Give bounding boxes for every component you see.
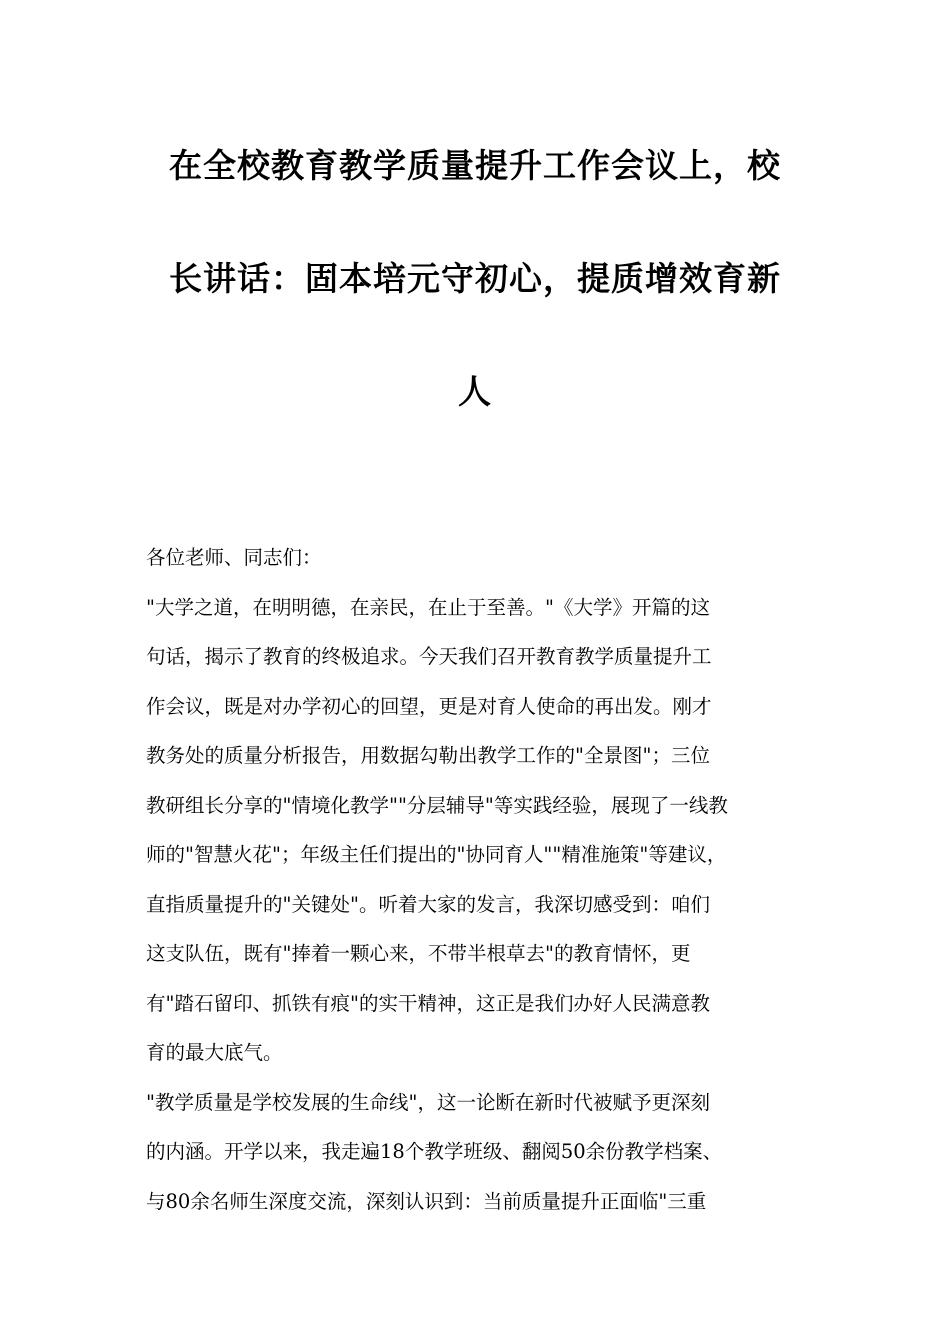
document-body [146, 533, 816, 1226]
paragraph-line: 的内涵。开学以来，我走遍18个教学班级、翻阅50余份教学档案、 [146, 1140, 723, 1163]
document-title [145, 146, 805, 485]
paragraph-line: 这支队伍，既有"捧着一颗心来，不带半根草去"的教育情怀，更 [146, 942, 691, 965]
paragraph-line: "大学之道，在明明德，在亲民，在止于至善。"《大学》开篇的这 [146, 595, 710, 619]
paragraph-line: "教学质量是学校发展的生命线"，这一论断在新时代被赋予更深刻 [146, 1090, 710, 1114]
title-line-1: 在全校教育教学质量提升工作会议上，校 [169, 146, 781, 185]
paragraph-line: 直指质量提升的"关键处"。听着大家的发言，我深切感受到：咱们 [146, 892, 710, 916]
title-line-3: 人 [458, 372, 492, 411]
paragraph-line: 育的最大底气。 [146, 1041, 283, 1064]
salutation-line: 各位老师、同志们： [146, 546, 322, 569]
title-line-2: 长讲话：固本培元守初心，提质增效育新 [169, 259, 781, 298]
paragraph-line: 有"踏石留印、抓铁有痕"的实干精神，这正是我们办好人民满意教 [146, 991, 710, 1015]
paragraph-line: 师的"智慧火花"；年级主任们提出的"协同育人""精准施策"等建议， [146, 843, 727, 866]
paragraph-line: 与80余名师生深度交流，深刻认识到：当前质量提升正面临"三重 [146, 1189, 707, 1213]
paragraph-2 [146, 1078, 816, 1227]
paragraph-line: 句话，揭示了教育的终极追求。今天我们召开教育教学质量提升工 [146, 645, 712, 668]
paragraph-1 [146, 583, 816, 1078]
paragraph-line: 作会议，既是对办学初心的回望，更是对育人使命的再出发。刚才 [146, 694, 712, 718]
paragraph-line: 教务处的质量分析报告，用数据勾勒出教学工作的"全景图"；三位 [146, 744, 710, 767]
paragraph-line: 教研组长分享的"情境化教学""分层辅导"等实践经验，展现了一线教 [146, 793, 728, 817]
salutation [146, 533, 816, 583]
